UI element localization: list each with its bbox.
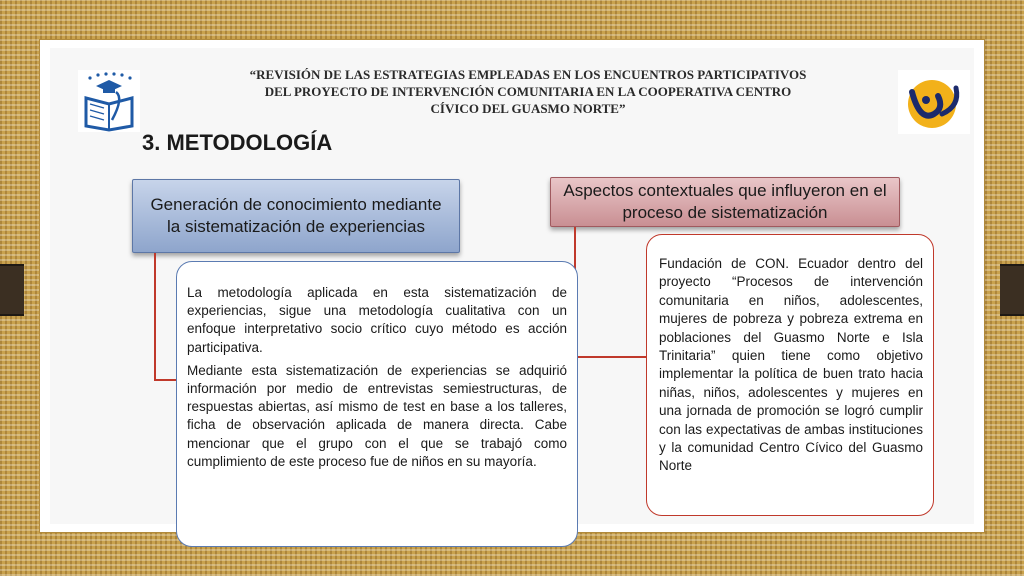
right-heading-box [550,177,900,227]
context-paragraph: Fundación de CON. Ecuador dentro del proyecto “Procesos de intervención comunitaria en niños, adolescentes, mujeres de pobreza y pobreza extrema en poblaciones del Guasmo Norte e Isla Trinitaria” quien tiene como objetivo implementar la política de buen trato hacia niñas, niños, adolescentes y mujeres en una jornada de promoción se logró cumplir con las expectativas de ambas instituciones y la comunidad Centro Cívico del Guasmo Norte [659,256,923,474]
methodology-paragraph-1: La metodología aplicada en esta sistematización de experiencias, sigue una metodología cualitativa con un enfoque interpretativo socio crítico cuyo método es acción participativa. [187,285,567,355]
right-connector-horizontal [574,356,648,358]
right-frame-tab [1000,264,1024,316]
left-heading-box [132,179,460,253]
slide-content [50,48,974,524]
section-title: 3. METODOLOGÍA [142,130,333,155]
slide [40,40,984,532]
context-card [646,234,934,516]
university-logo [76,68,142,134]
methodology-paragraph-2: Mediante esta sistematización de experiencias se adquirió información por medio de entrevistas semiestructuras, de respuestas abiertas, así mismo de test en base a los talleres, ficha de observación aplicada de manera directa. Cabe mencionar que el grupo con el que se trabajó como cumplimiento de este proceso fue de niños en su mayoría. [187,362,567,469]
right-heading-text: Aspectos contextuales que influyeron en el proceso de sistematización [563,181,887,222]
left-heading-text: Generación de conocimiento mediante la sistematización de experiencias [150,195,442,236]
left-connector-vertical [154,253,156,380]
left-frame-tab [0,264,24,316]
institution-logo [898,70,970,134]
methodology-card [176,261,578,547]
header-title: “REVISIÓN DE LAS ESTRATEGIAS EMPLEADAS EN LOS ENCUENTROS PARTICIPATIVOS DEL PROYECTO DE INTERVENCIÓN COMUNITARIA EN LA COOPERATIVA CENTRO CÍVICO DEL GUASMO NORTE” [249,67,807,116]
left-connector-horizontal [154,379,178,381]
